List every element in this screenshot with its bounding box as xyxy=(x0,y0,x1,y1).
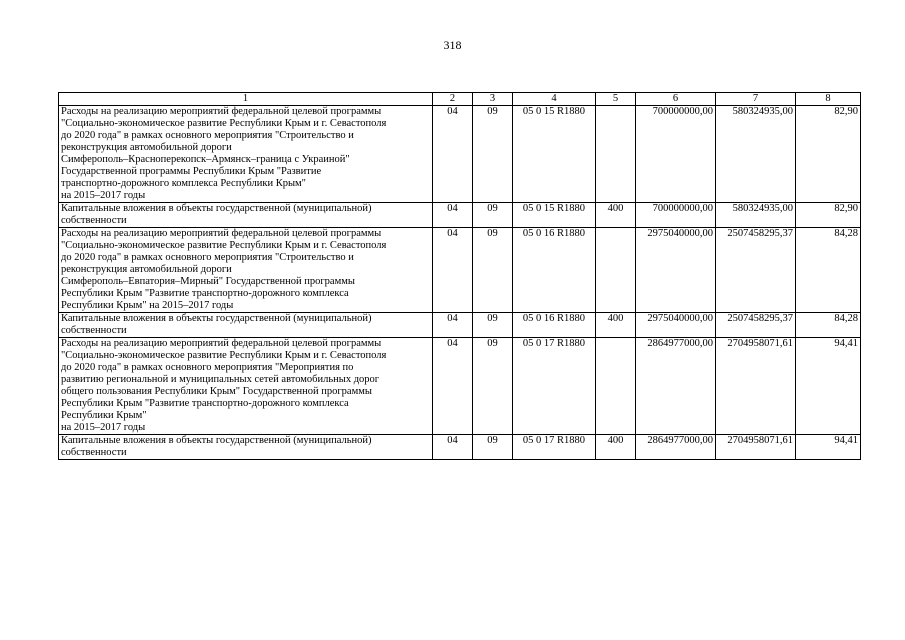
planned-amount: 2864977000,00 xyxy=(636,435,716,460)
table-row xyxy=(59,228,861,313)
budget-table xyxy=(58,92,861,460)
column-header: 1 xyxy=(59,93,433,106)
column-header: 6 xyxy=(636,93,716,106)
section-code: 04 xyxy=(433,228,473,313)
planned-amount: 2975040000,00 xyxy=(636,313,716,338)
table-row xyxy=(59,106,861,203)
row-description: Расходы на реализацию мероприятий федеральной целевой программы "Социально-экономическое развитие Республики Крым и г. Севастополя до 2020 года" в рамках основного мероприятия "Мероприятия по развитию региональной и муниципальных сетей автомобильных дорог общего пользования Республики Крым" Государственной программы Республики Крым "Развитие транспортно-дорожного комплекса Республики Крым" на 2015–2017 годы xyxy=(59,338,433,435)
execution-percent: 94,41 xyxy=(796,338,861,435)
row-description: Расходы на реализацию мероприятий федеральной целевой программы "Социально-экономическое развитие Республики Крым и г. Севастополя до 2020 года" в рамках основного мероприятия "Строительство и реконструкция автомобильной дороги Симферополь–Красноперекопск–Армянск–граница с Украиной" Государственной программы Республики Крым "Развитие транспортно-дорожного комплекса Республики Крым" на 2015–2017 годы xyxy=(59,106,433,203)
section-code: 04 xyxy=(433,203,473,228)
executed-amount: 2507458295,37 xyxy=(716,313,796,338)
planned-amount: 2864977000,00 xyxy=(636,338,716,435)
executed-amount: 580324935,00 xyxy=(716,203,796,228)
subsection-code: 09 xyxy=(473,106,513,203)
subsection-code: 09 xyxy=(473,228,513,313)
row-description: Капитальные вложения в объекты государственной (муниципальной) собственности xyxy=(59,203,433,228)
subsection-code: 09 xyxy=(473,338,513,435)
row-description: Капитальные вложения в объекты государственной (муниципальной) собственности xyxy=(59,313,433,338)
column-header: 3 xyxy=(473,93,513,106)
planned-amount: 700000000,00 xyxy=(636,106,716,203)
subsection-code: 09 xyxy=(473,203,513,228)
row-description: Расходы на реализацию мероприятий федеральной целевой программы "Социально-экономическое развитие Республики Крым и г. Севастополя до 2020 года" в рамках основного мероприятия "Строительство и реконструкция автомобильной дороги Симферополь–Евпатория–Мирный" Государственной программы Республики Крым "Развитие транспортно-дорожного комплекса Республики Крым" на 2015–2017 годы xyxy=(59,228,433,313)
table-header-row xyxy=(59,93,861,106)
table-row xyxy=(59,435,861,460)
table-row xyxy=(59,338,861,435)
row-description: Капитальные вложения в объекты государственной (муниципальной) собственности xyxy=(59,435,433,460)
executed-amount: 2704958071,61 xyxy=(716,435,796,460)
execution-percent: 82,90 xyxy=(796,203,861,228)
column-header: 7 xyxy=(716,93,796,106)
section-code: 04 xyxy=(433,435,473,460)
executed-amount: 580324935,00 xyxy=(716,106,796,203)
section-code: 04 xyxy=(433,313,473,338)
column-header: 4 xyxy=(513,93,596,106)
expense-type-code xyxy=(596,228,636,313)
target-article-code: 05 0 15 R1880 xyxy=(513,106,596,203)
column-header: 5 xyxy=(596,93,636,106)
execution-percent: 82,90 xyxy=(796,106,861,203)
subsection-code: 09 xyxy=(473,435,513,460)
section-code: 04 xyxy=(433,106,473,203)
executed-amount: 2704958071,61 xyxy=(716,338,796,435)
target-article-code: 05 0 15 R1880 xyxy=(513,203,596,228)
expense-type-code: 400 xyxy=(596,313,636,338)
section-code: 04 xyxy=(433,338,473,435)
expense-type-code xyxy=(596,106,636,203)
target-article-code: 05 0 17 R1880 xyxy=(513,435,596,460)
expense-type-code: 400 xyxy=(596,435,636,460)
execution-percent: 84,28 xyxy=(796,313,861,338)
executed-amount: 2507458295,37 xyxy=(716,228,796,313)
column-header: 8 xyxy=(796,93,861,106)
expense-type-code xyxy=(596,338,636,435)
planned-amount: 700000000,00 xyxy=(636,203,716,228)
execution-percent: 84,28 xyxy=(796,228,861,313)
column-header: 2 xyxy=(433,93,473,106)
expense-type-code: 400 xyxy=(596,203,636,228)
table-row xyxy=(59,313,861,338)
execution-percent: 94,41 xyxy=(796,435,861,460)
target-article-code: 05 0 16 R1880 xyxy=(513,313,596,338)
subsection-code: 09 xyxy=(473,313,513,338)
page-number: 318 xyxy=(443,38,462,52)
table-row xyxy=(59,203,861,228)
target-article-code: 05 0 16 R1880 xyxy=(513,228,596,313)
planned-amount: 2975040000,00 xyxy=(636,228,716,313)
target-article-code: 05 0 17 R1880 xyxy=(513,338,596,435)
